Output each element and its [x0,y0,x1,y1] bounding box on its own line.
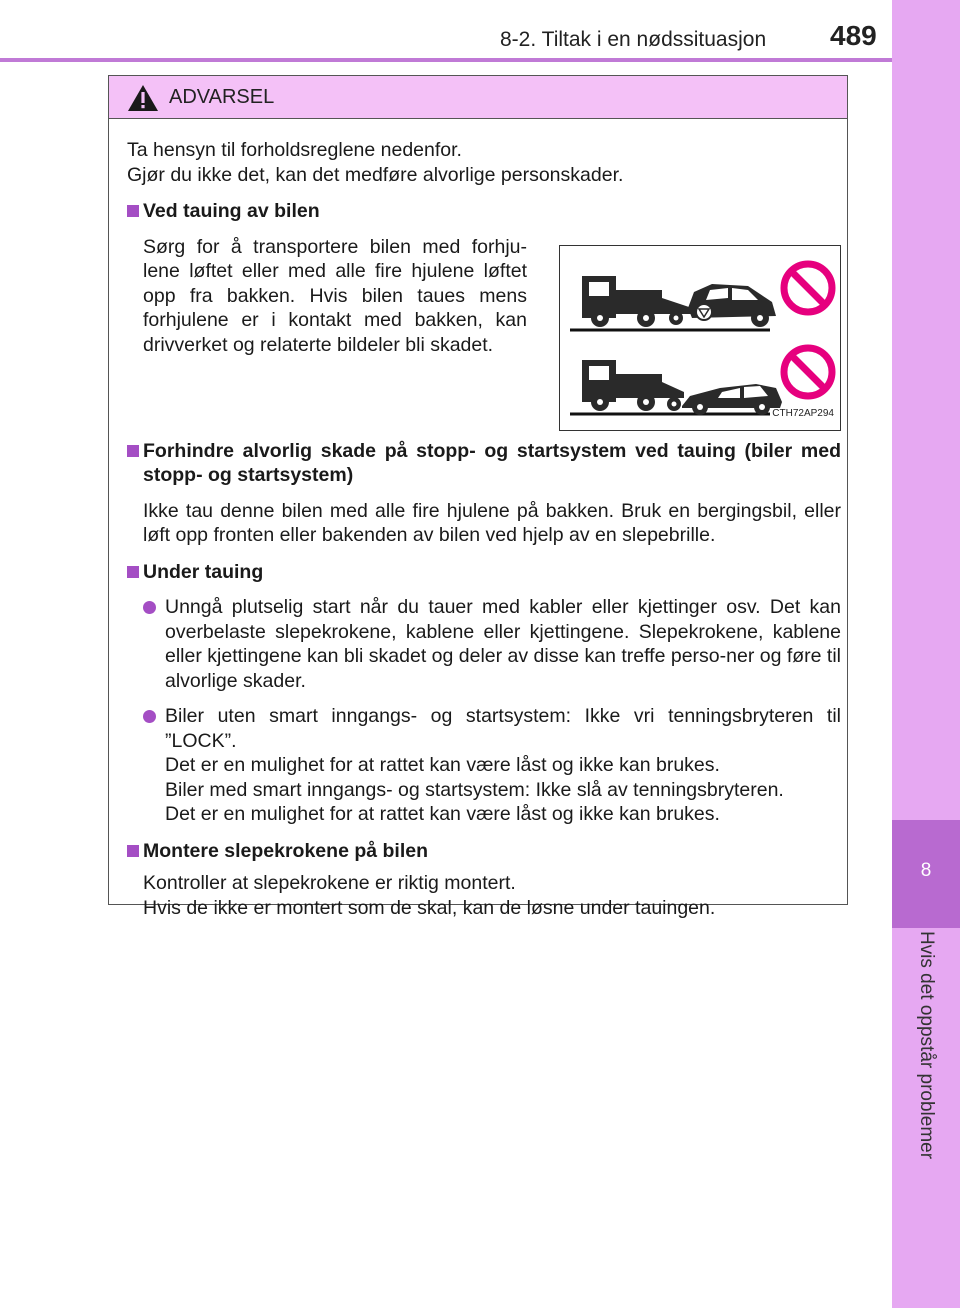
chapter-title: Hvis det oppstår problemer [916,930,937,1160]
header-divider [0,58,892,62]
prohibition-icon [784,348,832,396]
section-towing [127,199,841,431]
section-heading [127,199,841,224]
towing-illustration [559,245,841,431]
section-text [143,871,841,920]
section-tow-hooks [127,839,841,921]
section-heading [127,439,841,488]
section-heading [127,839,841,864]
intro-line: Gjør du ikke det, kan det medføre alvorlige personskader. [127,163,624,186]
towing-content [127,235,841,431]
square-bullet-icon [127,566,139,578]
square-bullet-icon [127,205,139,217]
list-item [143,595,841,693]
list-item-text: Det er en mulighet for at rattet kan være låst og ikke kan brukes. [165,803,720,825]
chapter-number: 8 [920,860,932,881]
square-bullet-icon [127,445,139,457]
section-text: Ikke tau denne bilen med alle fire hjulene på bakken. Bruk en bergingsbil, eller løft opp fronten eller bakenden av bilen ved hjelp av en slepebrille. [143,499,841,546]
round-bullet-icon [143,601,156,614]
square-bullet-icon [127,845,139,857]
section-heading [127,560,841,585]
section-heading-text: Montere slepekrokene på bilen [143,839,429,862]
list-item-text: Det er en mulighet for at rattet kan være låst og ikke kan brukes. [165,754,720,776]
section-text: Sørg for å transportere bilen med forhju-lene løftet eller med alle fire hjulene løftet opp fra bakken. Hvis bilen taues mens forhjulene er i kontakt med bakken, kan drivverket og relaterte bildeler bli skadet. [143,235,527,356]
round-bullet-icon [143,710,156,723]
section-line: Kontroller at slepekrokene er riktig montert. [143,872,516,894]
warning-title: ADVARSEL [169,86,275,108]
section-heading-text: Under tauing [143,560,264,583]
page-number: 489 [830,20,877,51]
prohibition-icon [784,264,832,312]
list-item-text: Biler uten smart inngangs- og startsystem: Ikke vri tenningsbryteren til ”LOCK”. [165,705,841,752]
warning-triangle-icon [127,84,159,112]
list-item [143,704,841,827]
list-item-text: Biler med smart inngangs- og startsystem: Ikke slå av tenningsbryteren. [165,778,784,801]
warning-box [108,75,848,919]
section-heading-text: Forhindre alvorlig skade på stopp- og startsystem ved tauing (biler med stopp- og startsystem) [143,439,841,486]
warning-header [109,76,847,119]
figure-code: CTH72AP294 [772,408,834,419]
warning-body [127,138,841,920]
warning-intro [127,138,841,187]
intro-line: Ta hensyn til forholdsreglene nedenfor. [127,139,462,161]
chapter-number-box [892,820,960,928]
section-during-towing [127,560,841,827]
list-item-text: Unngå plutselig start når du tauer med kabler eller kjettinger osv. Det kan overbelaste slepekrokene, kablene eller kjettingene. Slepekrokene, kablene eller kjettingene kan bli skadet og deler av disse kan treffe perso-ner og føre til alvorlige skader. [165,596,842,692]
section-line: Hvis de ikke er montert som de skal, kan de løsne under tauingen. [143,896,716,919]
section-title: 8-2. Tiltak i en nødssituasjon [500,28,767,51]
section-heading-text: Ved tauing av bilen [143,200,320,222]
section-stop-start [127,439,841,548]
